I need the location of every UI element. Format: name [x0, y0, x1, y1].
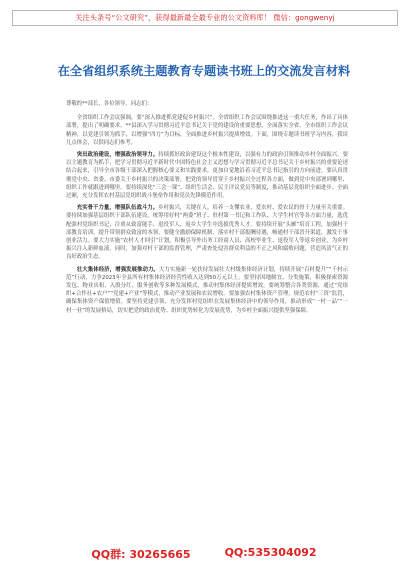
paragraph-team	[66, 204, 348, 261]
qq-number: QQ:535304092	[224, 546, 317, 559]
paragraph-intro	[66, 114, 348, 147]
contact-footer	[0, 546, 408, 562]
qq-group-number: QQ群: 30265665	[91, 548, 191, 561]
promo-banner	[12, 10, 398, 26]
paragraph-text: 乡村振兴，关键在人。培养一支懂农业、爱农村、爱农民的骨干力量至关重要。要持续加强基层组织干部队伍建设，统筹用好村“两委”班子、驻村第一书记和工作队、大学生村官等各方面力量，选优配强村党组织书记，注重从致富能手、退役军人、返乡大学生中选拔优秀人才。要持续开展“头雁”培育工程，加强村干部教育培训，提升带领群众致富的本领。要健全激励保障机制，落实村干部报酬待遇，畅通村干部晋升渠道，激发干事创业活力。要大力实施“农村人才回引”计划，积极引导外出务工经商人员、高校毕业生、退役军人等返乡创业，为乡村振兴注入新鲜血液。同时，加强对村干部的监督管理，严肃查处侵害群众利益的不正之风和腐败问题，营造风清气正的良好政治生态。	[66, 205, 348, 261]
document-title: 在全省组织系统主题教育专题读书班上的交流发言材料	[57, 64, 351, 78]
paragraph-text: 全省组织工作会议强调，要“深入推进抓党建促乡村振兴”。全省组织工作会议围绕推进这一重大任务，作出了具体部署，提出了明确要求。**县深入学习贯彻习近平总书记关于党的建设的重要思想，全面落实全省、全市组织工作会议精神，以党建引领为抓手，以增强“四力”为目标，全面推进乡村振兴提质增效。下面，围绕专题读书班学习内容，我谈几点体会，以供同志们参考。	[66, 115, 348, 146]
promo-banner-text: 关注头条号“公文研究”，获得最新最全最专业的公文资料库！ 微信：gongwenyj	[75, 13, 335, 22]
salutation: 尊敬的**部长，各位领导，同志们：	[66, 101, 153, 107]
document-body	[66, 100, 348, 319]
paragraph-text: 持续抓好政治建设这个根本性建设，以强有力的政治引领推动乡村全面振兴。要以主题教育为抓手，把学习贯彻习近平新时代中国特色社会主义思想与学习贯彻习近平总书记关于乡村振兴的重要论述结合起来，引导全市各级干部深入把握核心要义和实践要求，更加自觉地沿着习近平总书记指引的方向前进。要认真贯彻党中央、省委、市委关于乡村振兴的决策部署，把党的领导贯穿于乡村振兴全过程各方面，做到党中央部署到哪里、组织工作就跟进到哪里。要持续深化“三会一课”、组织生活会、民主评议党员等制度，推动基层党组织全面进步、全面过硬，充分发挥农村基层党组织战斗堡垒作用和党员先锋模范作用。	[66, 152, 348, 200]
paragraph-economy	[66, 266, 348, 315]
paragraph-lead: 突出政治建设，增强政治领导力。	[76, 152, 159, 159]
paragraph-lead: 充实骨干力量，增强队伍战斗力。	[76, 205, 159, 212]
paragraph-political	[66, 151, 348, 200]
paragraph-lead: 壮大集体经济，增强发展推动力。	[76, 266, 159, 273]
paragraph-text: 大力实施新一轮扶持发展壮大村级集体经济计划，持续开展“百村提升”“千村示范”行动，力争2023年全县所有村集体经济经营性收入达到50万元以上。要坚持因地制宜、分类施策，积极探索资源发包、物业出租、入股分红、服务创收等多种发展模式，推动村集体经济提质增效。要统筹整合各类资源，通过“党组织+合作社+农户”“党建+产业”等模式，推动产业发展和农民增收。要加强农村集体资产管理，规范农村“三资”监管，确保集体资产保值增值。要坚持党建引领，充分发挥村党组织在发展集体经济中的领导作用，推动形成“一村一品”“一村一业”的发展格局，切实把党的政治优势、组织优势转化为发展优势，为乡村全面振兴提供坚强保障。	[66, 266, 348, 314]
